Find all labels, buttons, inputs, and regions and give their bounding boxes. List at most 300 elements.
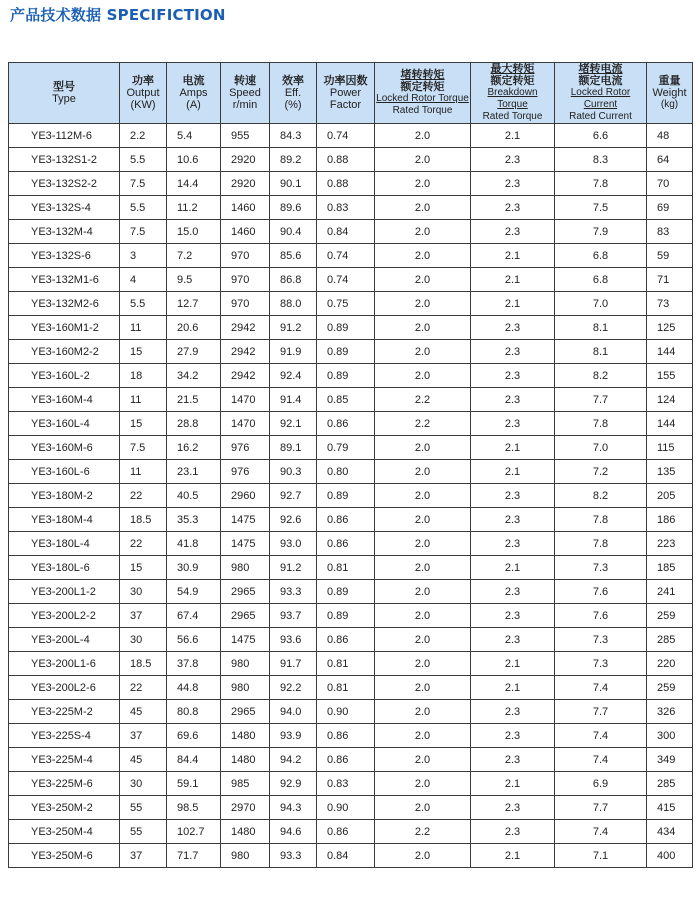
cell-output: 30 [120,580,167,604]
cell-power-factor: 0.90 [317,796,375,820]
cell-amps: 35.3 [167,508,221,532]
cell-efficiency: 90.3 [270,460,317,484]
cell-weight: 125 [647,316,693,340]
cell-amps: 23.1 [167,460,221,484]
table-row [9,700,693,724]
header-power-factor: 功率因数 Power Factor [317,63,375,124]
cell-weight: 71 [647,268,693,292]
cell-amps: 11.2 [167,196,221,220]
cell-weight: 220 [647,652,693,676]
cell-locked-rotor-current: 7.4 [555,676,647,700]
cell-speed: 970 [221,244,270,268]
header-locked-rotor-torque: 堵转转矩 额定转矩 Locked Rotor Torque Rated Torque [375,63,471,124]
cell-power-factor: 0.86 [317,748,375,772]
cell-amps: 56.6 [167,628,221,652]
cell-efficiency: 89.1 [270,436,317,460]
cell-locked-rotor-torque: 2.0 [375,124,471,148]
table-row [9,220,693,244]
cell-breakdown-torque: 2.3 [471,316,555,340]
cell-breakdown-torque: 2.3 [471,580,555,604]
cell-locked-rotor-torque: 2.0 [375,508,471,532]
cell-power-factor: 0.80 [317,460,375,484]
cell-efficiency: 91.2 [270,316,317,340]
cell-model: YE3-250M-2 [9,796,120,820]
table-row [9,508,693,532]
header-breakdown-torque: 最大转矩 额定转矩 Breakdown Torque Rated Torque [471,63,555,124]
cell-weight: 144 [647,412,693,436]
cell-amps: 40.5 [167,484,221,508]
cell-power-factor: 0.89 [317,340,375,364]
cell-breakdown-torque: 2.1 [471,436,555,460]
header-model: 型号 Type [9,63,120,124]
cell-speed: 970 [221,292,270,316]
cell-power-factor: 0.86 [317,628,375,652]
cell-power-factor: 0.81 [317,676,375,700]
cell-breakdown-torque: 2.3 [471,724,555,748]
cell-output: 45 [120,700,167,724]
header-amps: 电流 Amps (A) [167,63,221,124]
cell-output: 22 [120,676,167,700]
cell-weight: 70 [647,172,693,196]
cell-weight: 124 [647,388,693,412]
cell-locked-rotor-torque: 2.0 [375,148,471,172]
cell-amps: 10.6 [167,148,221,172]
cell-output: 30 [120,772,167,796]
table-row [9,532,693,556]
cell-model: YE3-225M-6 [9,772,120,796]
cell-weight: 59 [647,244,693,268]
cell-speed: 2920 [221,148,270,172]
cell-weight: 73 [647,292,693,316]
cell-weight: 69 [647,196,693,220]
cell-breakdown-torque: 2.3 [471,604,555,628]
table-row [9,388,693,412]
cell-power-factor: 0.84 [317,844,375,868]
cell-locked-rotor-current: 7.8 [555,172,647,196]
cell-speed: 1480 [221,820,270,844]
cell-weight: 259 [647,676,693,700]
cell-efficiency: 93.0 [270,532,317,556]
cell-model: YE3-180L-6 [9,556,120,580]
cell-locked-rotor-torque: 2.0 [375,364,471,388]
table-row [9,436,693,460]
cell-output: 3 [120,244,167,268]
cell-power-factor: 0.81 [317,556,375,580]
cell-speed: 980 [221,676,270,700]
table-row [9,556,693,580]
cell-amps: 7.2 [167,244,221,268]
cell-amps: 67.4 [167,604,221,628]
cell-power-factor: 0.88 [317,148,375,172]
cell-model: YE3-132M1-6 [9,268,120,292]
cell-amps: 102.7 [167,820,221,844]
cell-amps: 84.4 [167,748,221,772]
cell-weight: 434 [647,820,693,844]
cell-efficiency: 84.3 [270,124,317,148]
cell-model: YE3-132S-4 [9,196,120,220]
cell-speed: 976 [221,436,270,460]
cell-speed: 2942 [221,316,270,340]
table-row [9,292,693,316]
cell-output: 37 [120,844,167,868]
cell-locked-rotor-torque: 2.0 [375,844,471,868]
cell-locked-rotor-torque: 2.0 [375,724,471,748]
cell-weight: 115 [647,436,693,460]
cell-locked-rotor-torque: 2.0 [375,220,471,244]
cell-efficiency: 88.0 [270,292,317,316]
cell-locked-rotor-torque: 2.0 [375,772,471,796]
cell-locked-rotor-current: 7.8 [555,412,647,436]
table-row [9,268,693,292]
cell-speed: 955 [221,124,270,148]
cell-model: YE3-132M2-6 [9,292,120,316]
cell-breakdown-torque: 2.3 [471,412,555,436]
cell-speed: 1470 [221,388,270,412]
cell-output: 22 [120,484,167,508]
cell-power-factor: 0.83 [317,772,375,796]
table-row [9,676,693,700]
cell-locked-rotor-torque: 2.0 [375,556,471,580]
cell-amps: 69.6 [167,724,221,748]
cell-locked-rotor-current: 8.2 [555,484,647,508]
cell-model: YE3-200L2-6 [9,676,120,700]
cell-locked-rotor-current: 7.9 [555,220,647,244]
cell-breakdown-torque: 2.3 [471,700,555,724]
cell-efficiency: 92.2 [270,676,317,700]
cell-breakdown-torque: 2.3 [471,820,555,844]
table-body [9,124,693,868]
cell-power-factor: 0.85 [317,388,375,412]
header-output: 功率 Output (KW) [120,63,167,124]
table-row [9,460,693,484]
cell-weight: 185 [647,556,693,580]
cell-output: 18.5 [120,652,167,676]
cell-output: 37 [120,724,167,748]
cell-efficiency: 86.8 [270,268,317,292]
cell-model: YE3-112M-6 [9,124,120,148]
cell-locked-rotor-current: 7.6 [555,580,647,604]
cell-locked-rotor-torque: 2.0 [375,484,471,508]
cell-locked-rotor-torque: 2.0 [375,196,471,220]
cell-amps: 44.8 [167,676,221,700]
cell-efficiency: 92.1 [270,412,317,436]
cell-amps: 98.5 [167,796,221,820]
table-row [9,196,693,220]
cell-model: YE3-160M-4 [9,388,120,412]
cell-locked-rotor-torque: 2.0 [375,292,471,316]
cell-efficiency: 93.7 [270,604,317,628]
cell-locked-rotor-current: 7.4 [555,724,647,748]
cell-efficiency: 94.0 [270,700,317,724]
cell-efficiency: 91.4 [270,388,317,412]
cell-speed: 976 [221,460,270,484]
table-row [9,724,693,748]
cell-output: 7.5 [120,436,167,460]
cell-efficiency: 92.9 [270,772,317,796]
cell-amps: 5.4 [167,124,221,148]
cell-model: YE3-160M2-2 [9,340,120,364]
cell-model: YE3-132S2-2 [9,172,120,196]
cell-locked-rotor-current: 7.0 [555,292,647,316]
cell-locked-rotor-torque: 2.0 [375,628,471,652]
cell-locked-rotor-torque: 2.0 [375,580,471,604]
cell-locked-rotor-current: 6.8 [555,244,647,268]
cell-efficiency: 93.9 [270,724,317,748]
cell-output: 55 [120,796,167,820]
cell-locked-rotor-torque: 2.0 [375,436,471,460]
cell-locked-rotor-torque: 2.0 [375,460,471,484]
cell-weight: 64 [647,148,693,172]
cell-output: 7.5 [120,172,167,196]
cell-speed: 985 [221,772,270,796]
cell-weight: 326 [647,700,693,724]
cell-model: YE3-200L-4 [9,628,120,652]
cell-efficiency: 91.2 [270,556,317,580]
cell-output: 45 [120,748,167,772]
cell-breakdown-torque: 2.3 [471,628,555,652]
cell-model: YE3-132M-4 [9,220,120,244]
cell-breakdown-torque: 2.3 [471,796,555,820]
cell-locked-rotor-torque: 2.0 [375,604,471,628]
cell-locked-rotor-current: 7.1 [555,844,647,868]
cell-power-factor: 0.89 [317,316,375,340]
table-row [9,124,693,148]
cell-breakdown-torque: 2.1 [471,244,555,268]
cell-weight: 205 [647,484,693,508]
cell-power-factor: 0.89 [317,580,375,604]
cell-locked-rotor-current: 8.2 [555,364,647,388]
table-row [9,316,693,340]
cell-power-factor: 0.74 [317,268,375,292]
cell-output: 4 [120,268,167,292]
cell-output: 11 [120,316,167,340]
cell-efficiency: 93.3 [270,580,317,604]
cell-locked-rotor-current: 6.9 [555,772,647,796]
cell-locked-rotor-torque: 2.0 [375,532,471,556]
table-row [9,748,693,772]
cell-breakdown-torque: 2.3 [471,748,555,772]
cell-locked-rotor-torque: 2.2 [375,820,471,844]
cell-breakdown-torque: 2.1 [471,676,555,700]
cell-locked-rotor-torque: 2.0 [375,340,471,364]
table-header-row [9,63,693,124]
cell-speed: 1460 [221,220,270,244]
cell-model: YE3-250M-6 [9,844,120,868]
cell-locked-rotor-current: 6.8 [555,268,647,292]
cell-weight: 135 [647,460,693,484]
cell-locked-rotor-current: 7.0 [555,436,647,460]
table-row [9,412,693,436]
cell-speed: 1470 [221,412,270,436]
cell-weight: 48 [647,124,693,148]
cell-amps: 71.7 [167,844,221,868]
cell-efficiency: 91.7 [270,652,317,676]
cell-model: YE3-180M-4 [9,508,120,532]
cell-output: 2.2 [120,124,167,148]
cell-model: YE3-225M-2 [9,700,120,724]
cell-weight: 144 [647,340,693,364]
cell-output: 15 [120,556,167,580]
cell-breakdown-torque: 2.3 [471,148,555,172]
cell-breakdown-torque: 2.1 [471,652,555,676]
cell-speed: 1475 [221,532,270,556]
cell-locked-rotor-torque: 2.0 [375,268,471,292]
cell-efficiency: 89.2 [270,148,317,172]
header-locked-rotor-current: 堵转电流 额定电流 Locked Rotor Current Rated Current [555,63,647,124]
cell-locked-rotor-current: 7.2 [555,460,647,484]
cell-efficiency: 93.3 [270,844,317,868]
cell-output: 18 [120,364,167,388]
table-row [9,340,693,364]
cell-amps: 37.8 [167,652,221,676]
cell-amps: 80.8 [167,700,221,724]
cell-amps: 41.8 [167,532,221,556]
cell-model: YE3-160M-6 [9,436,120,460]
cell-speed: 2965 [221,580,270,604]
cell-power-factor: 0.83 [317,196,375,220]
cell-weight: 415 [647,796,693,820]
cell-locked-rotor-current: 7.3 [555,652,647,676]
cell-model: YE3-200L1-6 [9,652,120,676]
cell-model: YE3-160L-6 [9,460,120,484]
cell-speed: 2942 [221,340,270,364]
header-efficiency: 效率 Eff. (%) [270,63,317,124]
cell-amps: 27.9 [167,340,221,364]
cell-breakdown-torque: 2.3 [471,484,555,508]
cell-amps: 15.0 [167,220,221,244]
cell-breakdown-torque: 2.3 [471,196,555,220]
table-row [9,820,693,844]
cell-power-factor: 0.79 [317,436,375,460]
cell-efficiency: 89.6 [270,196,317,220]
table-row [9,652,693,676]
cell-efficiency: 90.1 [270,172,317,196]
cell-model: YE3-225S-4 [9,724,120,748]
cell-locked-rotor-current: 7.7 [555,700,647,724]
cell-power-factor: 0.89 [317,484,375,508]
cell-locked-rotor-torque: 2.0 [375,652,471,676]
cell-speed: 2920 [221,172,270,196]
cell-output: 22 [120,532,167,556]
table-row [9,484,693,508]
table-row [9,364,693,388]
cell-speed: 1460 [221,196,270,220]
header-weight: 重量 Weight (kg) [647,63,693,124]
cell-power-factor: 0.86 [317,532,375,556]
table-row [9,772,693,796]
cell-speed: 1480 [221,724,270,748]
cell-weight: 400 [647,844,693,868]
cell-locked-rotor-torque: 2.0 [375,796,471,820]
cell-locked-rotor-current: 7.7 [555,796,647,820]
cell-amps: 30.9 [167,556,221,580]
cell-power-factor: 0.75 [317,292,375,316]
cell-speed: 1480 [221,748,270,772]
cell-power-factor: 0.88 [317,172,375,196]
cell-amps: 28.8 [167,412,221,436]
cell-locked-rotor-torque: 2.2 [375,388,471,412]
cell-amps: 59.1 [167,772,221,796]
cell-breakdown-torque: 2.3 [471,172,555,196]
cell-model: YE3-160L-2 [9,364,120,388]
table-row [9,172,693,196]
cell-efficiency: 92.7 [270,484,317,508]
cell-speed: 2960 [221,484,270,508]
cell-speed: 2970 [221,796,270,820]
cell-model: YE3-200L2-2 [9,604,120,628]
cell-breakdown-torque: 2.1 [471,772,555,796]
cell-locked-rotor-current: 7.4 [555,748,647,772]
specification-table [8,62,693,868]
cell-amps: 12.7 [167,292,221,316]
cell-efficiency: 92.6 [270,508,317,532]
cell-breakdown-torque: 2.3 [471,508,555,532]
cell-efficiency: 94.2 [270,748,317,772]
cell-breakdown-torque: 2.3 [471,220,555,244]
cell-breakdown-torque: 2.3 [471,364,555,388]
cell-speed: 2965 [221,604,270,628]
cell-output: 7.5 [120,220,167,244]
cell-locked-rotor-current: 7.8 [555,532,647,556]
cell-locked-rotor-torque: 2.0 [375,676,471,700]
cell-efficiency: 93.6 [270,628,317,652]
cell-speed: 2965 [221,700,270,724]
cell-locked-rotor-current: 7.7 [555,388,647,412]
cell-amps: 34.2 [167,364,221,388]
cell-output: 55 [120,820,167,844]
cell-output: 30 [120,628,167,652]
cell-speed: 1475 [221,508,270,532]
cell-model: YE3-132S-6 [9,244,120,268]
cell-power-factor: 0.86 [317,820,375,844]
table-row [9,580,693,604]
cell-amps: 9.5 [167,268,221,292]
cell-amps: 21.5 [167,388,221,412]
cell-breakdown-torque: 2.1 [471,460,555,484]
cell-power-factor: 0.81 [317,652,375,676]
cell-weight: 259 [647,604,693,628]
cell-speed: 2942 [221,364,270,388]
cell-power-factor: 0.89 [317,604,375,628]
cell-speed: 1475 [221,628,270,652]
cell-model: YE3-180M-2 [9,484,120,508]
cell-breakdown-torque: 2.3 [471,340,555,364]
cell-locked-rotor-current: 7.3 [555,628,647,652]
cell-breakdown-torque: 2.3 [471,388,555,412]
cell-weight: 285 [647,772,693,796]
cell-amps: 20.6 [167,316,221,340]
cell-locked-rotor-torque: 2.2 [375,412,471,436]
cell-output: 15 [120,412,167,436]
cell-power-factor: 0.86 [317,412,375,436]
cell-locked-rotor-current: 8.1 [555,316,647,340]
cell-speed: 970 [221,268,270,292]
cell-weight: 155 [647,364,693,388]
cell-model: YE3-160M1-2 [9,316,120,340]
cell-efficiency: 94.6 [270,820,317,844]
cell-model: YE3-132S1-2 [9,148,120,172]
cell-output: 18.5 [120,508,167,532]
cell-model: YE3-180L-4 [9,532,120,556]
cell-breakdown-torque: 2.1 [471,268,555,292]
table-row [9,604,693,628]
table-row [9,244,693,268]
cell-speed: 980 [221,844,270,868]
cell-locked-rotor-current: 7.3 [555,556,647,580]
cell-output: 15 [120,340,167,364]
cell-locked-rotor-current: 6.6 [555,124,647,148]
cell-power-factor: 0.90 [317,700,375,724]
